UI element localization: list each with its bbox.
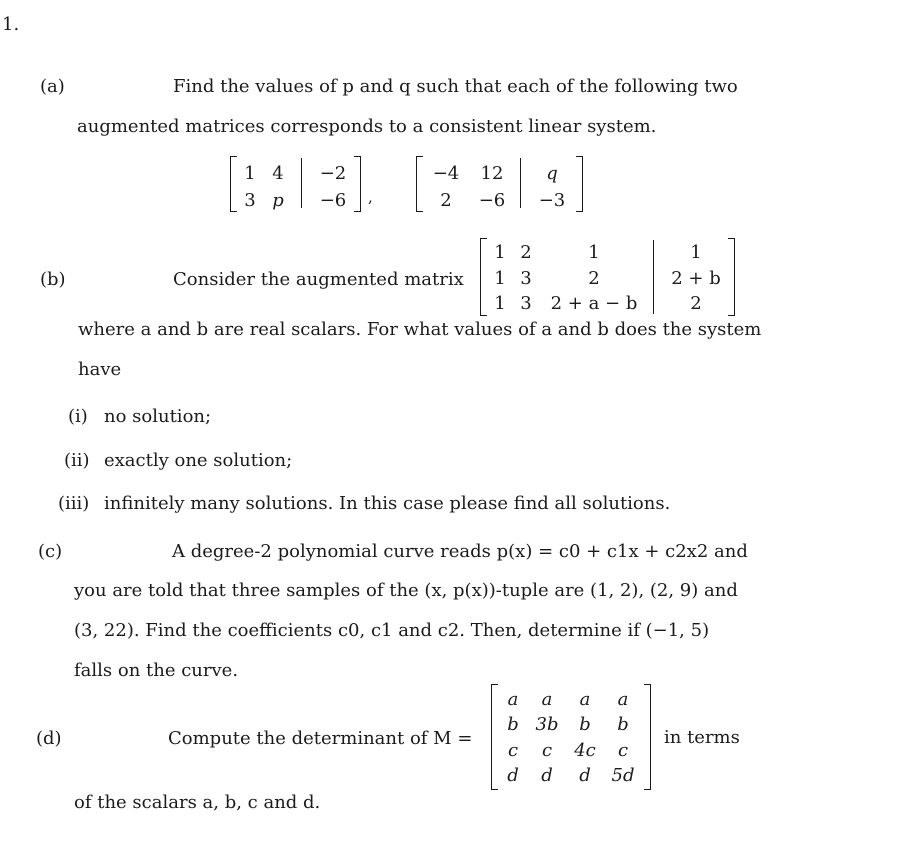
matrix-cell: 3 [520,268,532,289]
matrix-cell: 3 [244,190,256,211]
matrix-cell: 2 [690,293,702,314]
part-c-label: (c) [38,541,63,562]
part-c-line4: falls on the curve. [74,660,239,681]
part-b-intro: Consider the augmented matrix [173,269,464,290]
matrix-cell: 2 [520,242,532,263]
matrix-cell: −6 [478,190,506,211]
matrix-cell: 1 [494,293,506,314]
matrix-cell: d [579,765,591,786]
part-d-after: in terms [664,727,740,748]
matrix-cell: c [541,740,553,761]
matrix-cell: 4 [272,163,284,184]
part-a-line2: augmented matrices corresponds to a consistent linear system. [77,116,657,137]
part-a-line1: Find the values of p and q such that each of the following two [173,76,738,97]
matrix-cell: 1 [244,163,256,184]
part-d-line2: of the scalars a, b, c and d. [74,792,321,813]
matrix-cell: 12 [480,163,504,184]
matrix-cell: 3b [535,714,559,735]
matrix-cell: b [617,714,629,735]
matrix-cell: a [541,689,553,710]
matrix-cell: 3 [520,293,532,314]
part-b-line2: have [78,359,122,380]
matrix-cell: b [579,714,591,735]
matrix-cell: p [272,190,284,211]
matrix-cell: −4 [432,163,460,184]
matrix-cell: 1 [494,268,506,289]
matrix-cell: −3 [538,190,566,211]
part-d-intro: Compute the determinant of M = [168,728,473,749]
part-b-line1: where a and b are real scalars. For what values of a and b does the system [78,319,762,340]
matrix-cell: −6 [319,190,347,211]
matrix-cell: b [507,714,519,735]
matrix-cell: 1 [588,242,600,263]
matrix-cell: 5d [611,765,635,786]
list-item-text: no solution; [104,406,212,427]
part-c-line3: (3, 22). Find the coefficients c0, c1 and c2. Then, determine if (−1, 5) [74,620,710,641]
part-b-label: (b) [40,269,66,290]
matrix-cell: 2 [588,268,600,289]
problem-number: 1. [2,14,20,35]
matrix-separator: , [368,188,373,206]
matrix-cell: −2 [319,163,347,184]
matrix-cell: 2 + b [671,268,721,289]
matrix-cell: 1 [690,242,702,263]
list-item-text: exactly one solution; [104,450,293,471]
matrix-cell: a [507,689,519,710]
list-item-num: (iii) [58,493,90,514]
matrix-cell: c [617,740,629,761]
part-c-line2: you are told that three samples of the (x, p(x))-tuple are (1, 2), (2, 9) and [74,580,738,601]
matrix-cell: 1 [494,242,506,263]
matrix-cell: a [617,689,629,710]
part-d-label: (d) [36,728,62,749]
matrix-cell: d [507,765,519,786]
part-c-line1: A degree-2 polynomial curve reads p(x) = c0 + c1x + c2x2 and [172,541,748,562]
matrix-cell: a [579,689,591,710]
list-item-num: (i) [68,406,88,427]
list-item-num: (ii) [64,450,90,471]
matrix-cell: d [541,765,553,786]
matrix-cell: 2 [440,190,452,211]
list-item-text: infinitely many solutions. In this case please find all solutions. [104,493,671,514]
part-a-label: (a) [40,76,65,97]
matrix-cell: c [507,740,519,761]
matrix-cell: q [546,163,558,184]
matrix-cell: 4c [574,740,596,761]
matrix-cell: 2 + a − b [550,293,638,314]
